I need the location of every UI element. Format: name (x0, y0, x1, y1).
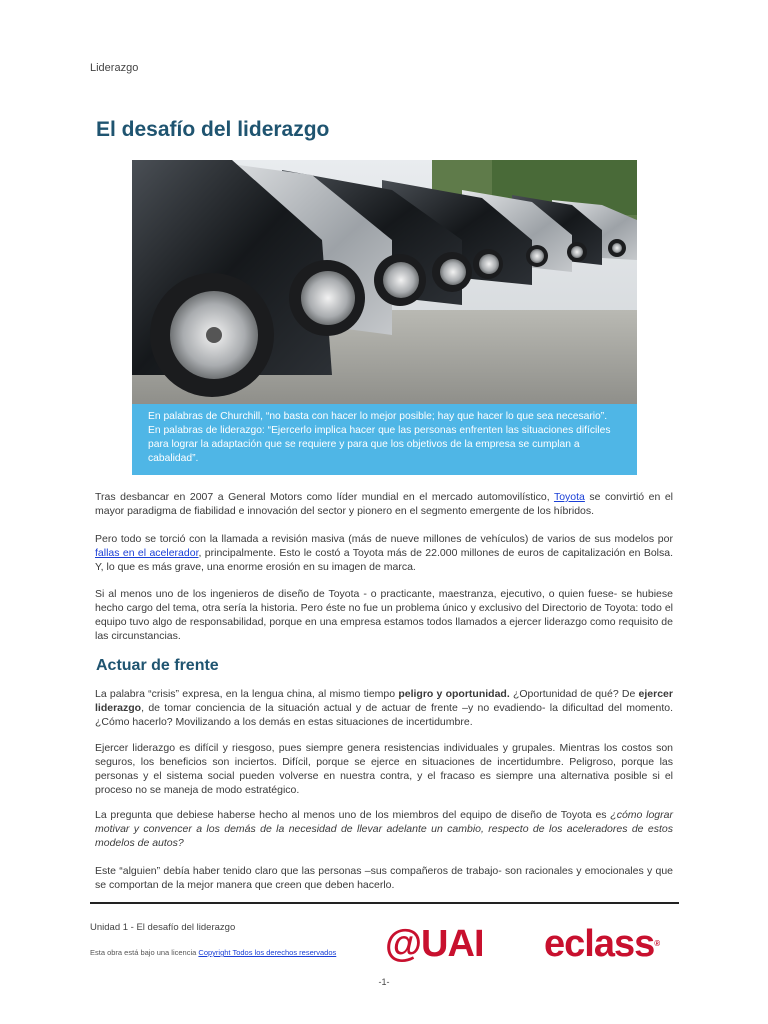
page-number: -1- (378, 977, 390, 987)
paragraph-7: Este “alguien” debía haber tenido claro que las personas –sus compañeros de trabajo- son racionales y emocionales y que se comportan de la mejor manera que creen que deben hacerlo. (95, 865, 673, 891)
paragraph-5: Ejercer liderazgo es difícil y riesgoso, pues siempre genera resistencias individuales y grupales. Mientras los costos son seguros, los beneficios son inciertos. Difícil, porque se ejerce en situaciones de incertidumbre. Peligroso, porque las personas y el sistema social pueden volverse en nuestra contra, y el fracaso es siempre una alternativa posible si el proceso no se maneja de modo estratégico. (95, 742, 673, 796)
toyota-link[interactable]: Toyota (553, 491, 585, 503)
footer-divider (90, 902, 679, 904)
section-subtitle: Actuar de frente (96, 657, 219, 674)
copyright-link[interactable]: Copyright Todos los derechos reservados (198, 948, 337, 957)
page-title: El desafío del liderazgo (96, 118, 330, 141)
paragraph-2: Pero todo se torció con la llamada a revisión masiva (más de nueve millones de vehículos) de varios de sus modelos por fallas en el acelerador, principalmente. Esto le costó a Toyota más de 22.000 millones de euros de capitalización en Bolsa. Y, lo que es más grave, una enorme erosión en su imagen de marca. (95, 533, 673, 573)
paragraph-3: Si al menos uno de los ingenieros de diseño de Toyota - o practicante, maestranza, ejecutivo, o quien fuese- se hubiese hecho cargo del tema, otra sería la historia. Pero éste no fue un problema único y exclusivo del Directorio de Toyota: todo el equipo tuvo algo de responsabilidad, porque en una empresa estamos todos llamados a ejercer liderazgo como requisito de las circunstancias. (95, 588, 673, 642)
header-label: Liderazgo (90, 62, 139, 74)
paragraph-1: Tras desbancar en 2007 a General Motors como líder mundial en el mercado automovilístico, Toyota se convirtió en el mayor paradigma de fiabilidad e innovación del sector y pionero en el segmento emergente de los híbridos. (95, 491, 673, 517)
footer-unit-title: Unidad 1 - El desafío del liderazgo (90, 922, 236, 933)
paragraph-6: La pregunta que debiese haberse hecho al menos uno de los miembros del equipo de diseño de Toyota es ¿cómo lograr motivar y convencer a los demás de la necesidad de llevar adelante un cambio, respecto de los aceleradores de estos modelos de autos? (95, 809, 673, 849)
car-lineup-photo (132, 160, 637, 404)
paragraph-4: La palabra “crisis” expresa, en la lengua china, al mismo tiempo peligro y oportunidad. ¿Oportunidad de qué? De ejercer liderazgo, de tomar conciencia de la situación actual y de actuar de frente –y no evadiendo- la dificultad del momento. ¿Cómo hacerlo? Movilizando a los demás en estas situaciones de incertidumbre. (95, 688, 673, 728)
footer-license: Esta obra está bajo una licencia Copyright Todos los derechos reservados (90, 948, 337, 957)
uai-logo: @UAI (385, 923, 484, 965)
accelerator-link[interactable]: fallas en el acelerador (95, 547, 199, 559)
image-caption: En palabras de Churchill, “no basta con hacer lo mejor posible; hay que hacer lo que sea necesario”. En palabras de liderazgo: “Ejercerlo implica hacer que las personas enfrenten las situaciones difíciles para lograr la adaptación que se requiere y para que los objetivos de la empresa se cumplan a cabalidad”. (132, 404, 637, 475)
eclass-logo: eclass® (544, 923, 660, 965)
